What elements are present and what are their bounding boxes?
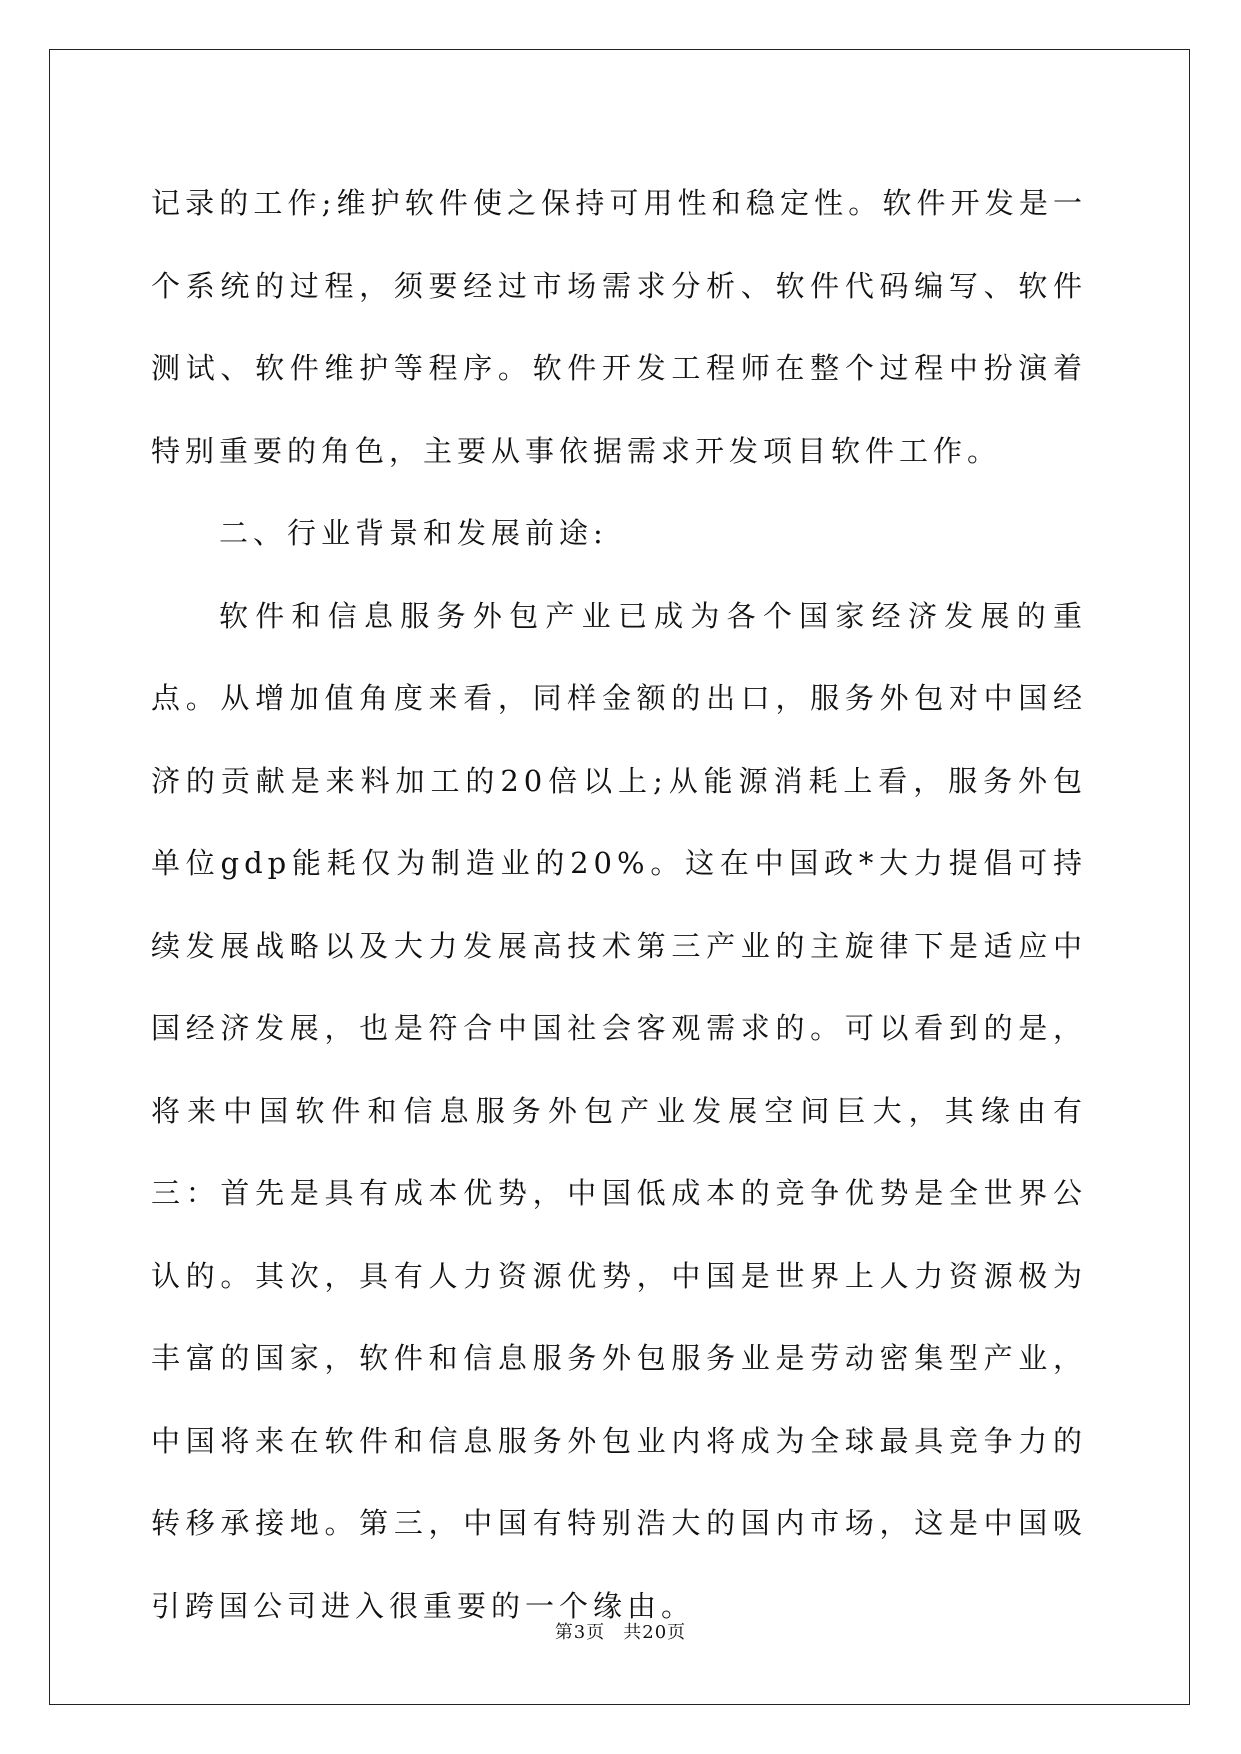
paragraph-industry-outlook: 软件和信息服务外包产业已成为各个国家经济发展的重点。从增加值角度来看，同样金额的出口，服务外包对中国经济的贡献是来料加工的20倍以上;从能源消耗上看，服务外包单位gdp能耗仅为制造业的20%。这在中国政*大力提倡可持续发展战略以及大力发展高技术第三产业的主旋律下是适应中国经济发展，也是符合中国社会客观需求的。可以看到的是，将来中国软件和信息服务外包产业发展空间巨大，其缘由有三：首先是具有成本优势，中国低成本的竞争优势是全世界公认的。其次，具有人力资源优势，中国是世界上人力资源极为丰富的国家，软件和信息服务外包服务业是劳动密集型产业，中国将来在软件和信息服务外包业内将成为全球最具竞争力的转移承接地。第三，中国有特别浩大的国内市场，这是中国吸引跨国公司进入很重要的一个缘由。 xyxy=(151,598,1087,1623)
page-total: 共20页 xyxy=(623,1622,687,1643)
paragraph-continuation: 记录的工作;维护软件使之保持可用性和稳定性。软件开发是一个系统的过程，须要经过市场需求分析、软件代码编写、软件测试、软件维护等程序。软件开发工程师在整个过程中扮演着特别重要的角色，主要从事依据需求开发项目软件工作。 xyxy=(151,186,1087,468)
page-footer xyxy=(0,1618,1241,1644)
page-number: 第3页 xyxy=(554,1622,606,1643)
section-heading-industry-background: 二、行业背景和发展前途: xyxy=(219,516,608,550)
document-body xyxy=(151,162,1087,1647)
